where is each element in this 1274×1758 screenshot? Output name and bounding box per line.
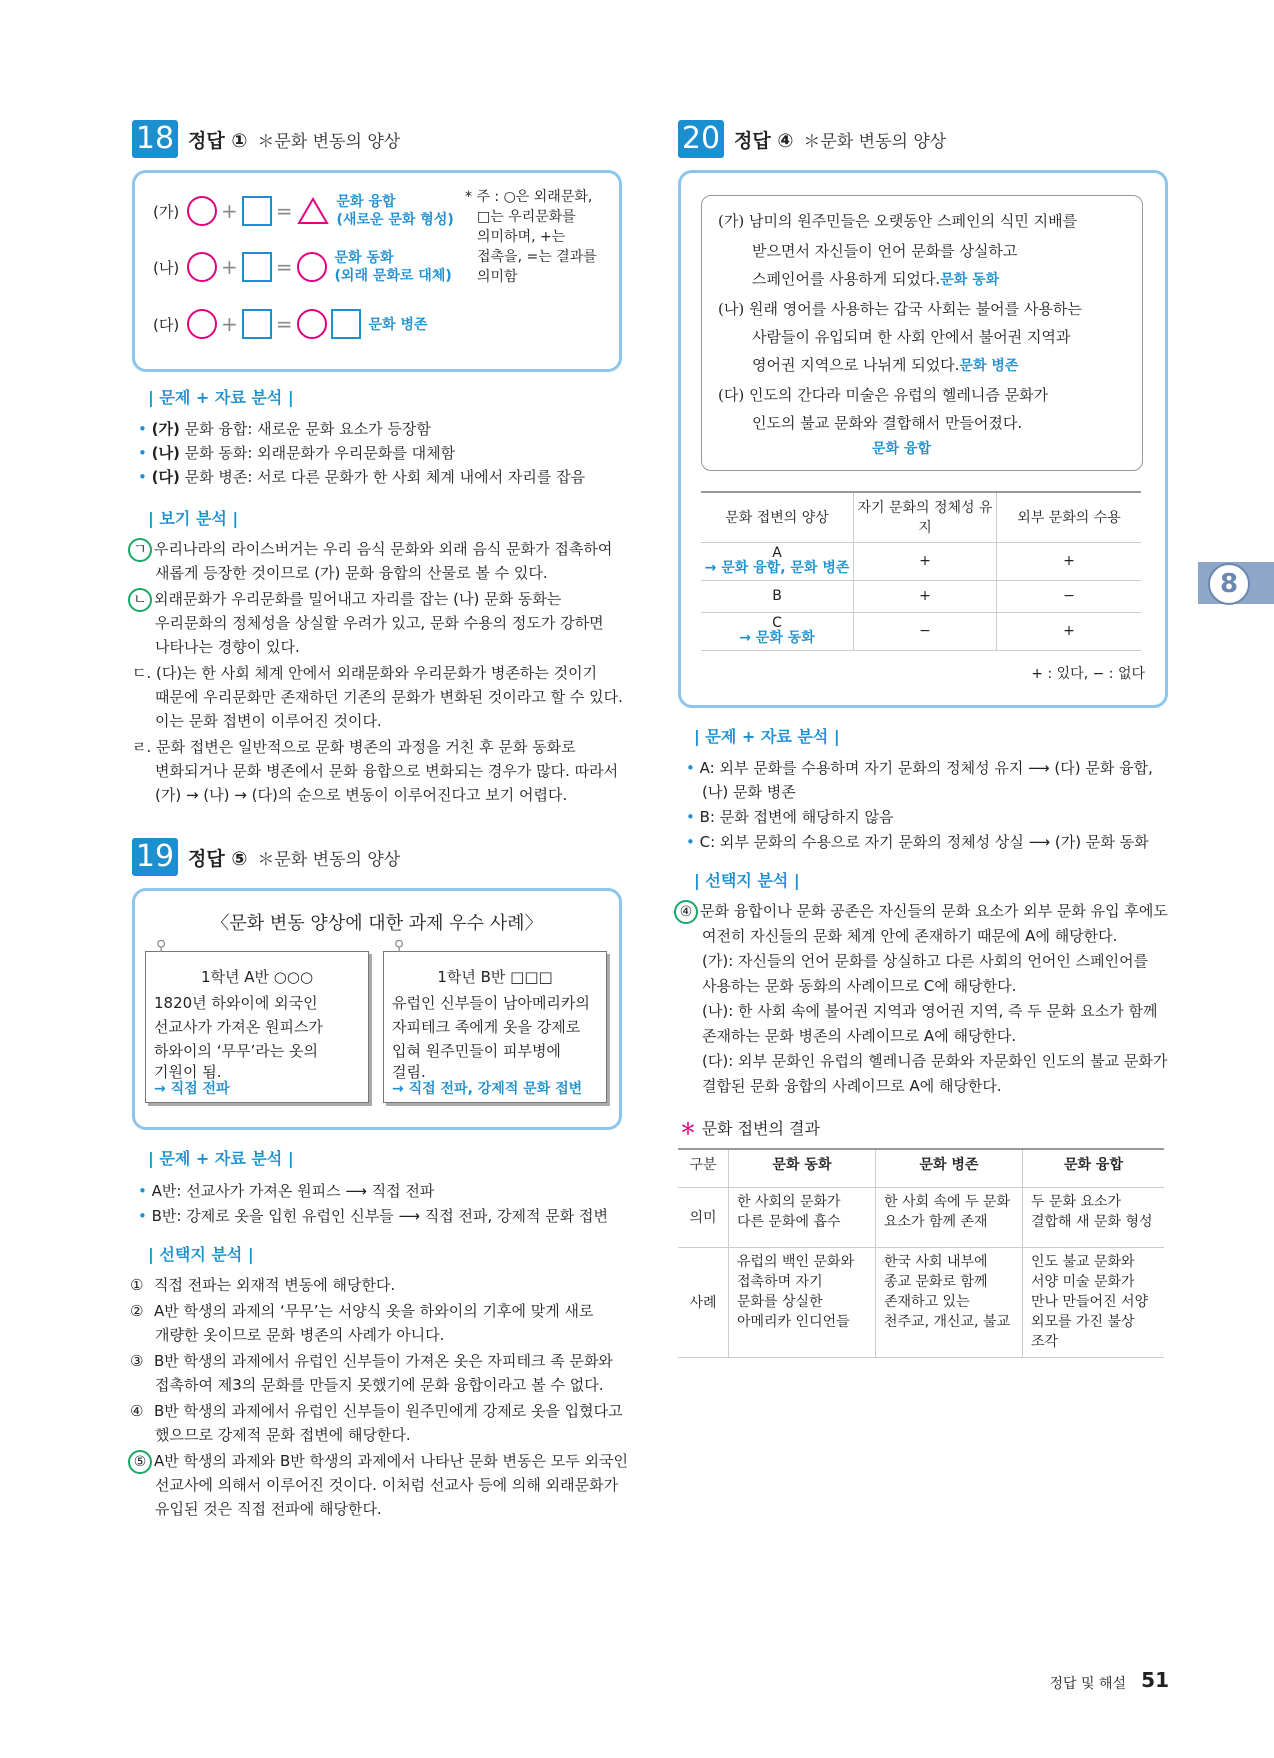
note-line: 하와이의 ‘무무’라는 옷의 bbox=[154, 1042, 318, 1060]
choice-line: 사용하는 문화 동화의 사례이므로 C에 해당한다. bbox=[702, 977, 1017, 995]
note-line: 걸림. bbox=[392, 1063, 426, 1081]
q18-view-title: | 보기 분석 | bbox=[148, 509, 239, 528]
choice-item: ④ 문화 융합이나 문화 공존은 자신들의 문화 요소가 외부 문화 유입 후에도 bbox=[674, 900, 1168, 924]
note-line: 기원이 됨. bbox=[154, 1063, 222, 1081]
q19-number: 19 bbox=[132, 838, 178, 876]
row-label: (가) bbox=[153, 202, 180, 221]
choice-item: ① 직접 전파는 외재적 변동에 해당한다. bbox=[130, 1276, 396, 1294]
pin-icon: ⚲ bbox=[156, 938, 167, 954]
note-line: 선교사가 가져온 원피스가 bbox=[154, 1018, 323, 1036]
note-line: 의미함 bbox=[477, 269, 518, 285]
note-line: 1820년 하와이에 외국인 bbox=[154, 994, 318, 1012]
table-row: B + − bbox=[701, 580, 1141, 612]
note-title: 1학년 B반 □□□ bbox=[437, 968, 553, 986]
note-line: 의미하며, +는 bbox=[477, 229, 566, 245]
row-result-sub: (새로운 문화 형성) bbox=[336, 212, 454, 228]
q18-diagram-box bbox=[132, 170, 622, 372]
table-header: 문화 병존 bbox=[876, 1149, 1023, 1187]
q20-number: 20 bbox=[678, 120, 724, 158]
q20-analysis-item: • C: 외부 문화의 수용으로 자기 문화의 정체성 상실 ⟶ (가) 문화 동화 bbox=[686, 833, 1149, 851]
q18-tag: ＊문화 변동의 양상 bbox=[257, 131, 401, 152]
table-header: 문화 융합 bbox=[1023, 1149, 1165, 1187]
choice-line: (다): 외부 문화인 유럽의 헬레니즘 문화와 자문화인 인도의 불교 문화가 bbox=[702, 1052, 1168, 1070]
choice-line: 선교사에 의해서 이루어진 것이다. 이처럼 선교사 등에 의해 외래문화가 bbox=[155, 1476, 619, 1494]
row-label: (나) bbox=[153, 258, 180, 277]
q18-row-ga: (가) + = 문화 융합 (새로운 문화 형성) bbox=[153, 194, 454, 228]
choice-item: ④ B반 학생의 과제에서 유럽인 신부들이 원주민에게 강제로 옷을 입혔다고 bbox=[130, 1402, 623, 1420]
choice-line: 존재하는 문화 병존의 사례이므로 A에 해당한다. bbox=[702, 1027, 1017, 1045]
table-legend: + : 있다, − : 없다 bbox=[1031, 666, 1145, 682]
passage-line: (가) 남미의 원주민들은 오랫동안 스페인의 식민 지배를 bbox=[718, 212, 1078, 230]
view-item: ㄱ 우리나라의 라이스버거는 우리 음식 문화와 외래 음식 문화가 접촉하여 bbox=[128, 538, 612, 562]
q20-passage bbox=[701, 195, 1143, 471]
choice-line: (나): 한 사회 속에 불어권 지역과 영어권 지역, 즉 두 문화 요소가 함께 bbox=[702, 1002, 1158, 1020]
circle-shape-icon bbox=[187, 196, 217, 226]
note-line: 접촉을, =는 결과를 bbox=[477, 249, 597, 265]
choice-line: 개량한 옷이므로 문화 병존의 사례가 아니다. bbox=[155, 1326, 445, 1344]
square-shape-icon bbox=[331, 309, 361, 339]
note-tag: → 직접 전파, 강제적 문화 접변 bbox=[392, 1081, 583, 1097]
q18-analysis-item: • (나) 문화 동화: 외래문화가 우리문화를 대체함 bbox=[138, 444, 456, 462]
choice-line: 했으므로 강제적 문화 접변에 해당한다. bbox=[155, 1426, 411, 1444]
q18-note bbox=[465, 187, 597, 287]
q20-analysis-line: (나) 문화 병존 bbox=[702, 783, 796, 801]
table-row: 의미 한 사회의 문화가 다른 문화에 흡수 한 사회 속에 두 문화 요소가 함께 존재 두 문화 요소가 결합해 새 문화 형성 bbox=[678, 1187, 1164, 1247]
row-result: 문화 병존 bbox=[368, 317, 428, 333]
row-result: 문화 융합 bbox=[336, 194, 396, 210]
view-line: 나타나는 경향이 있다. bbox=[155, 638, 300, 656]
circle-shape-icon bbox=[187, 252, 217, 282]
chapter-tab bbox=[1198, 562, 1274, 604]
note-title: 1학년 A반 ○○○ bbox=[200, 968, 314, 986]
passage-line: 사람들이 유입되며 한 사회 안에서 불어권 지역과 bbox=[752, 328, 1071, 346]
pin-icon: ⚲ bbox=[394, 938, 405, 954]
q19-choice-title: | 선택지 분석 | bbox=[148, 1245, 254, 1264]
passage-line: 영어권 지역으로 나뉘게 되었다.문화 병존 bbox=[752, 356, 1019, 374]
q19-box bbox=[132, 888, 622, 1130]
choice-item: ② A반 학생의 과제의 ‘무무’는 서양식 옷을 하와이의 기후에 맞게 새로 bbox=[130, 1302, 594, 1320]
square-shape-icon bbox=[242, 309, 272, 339]
view-line: 이는 문화 접변이 이루어진 것이다. bbox=[155, 712, 382, 730]
choice-line: 접촉하여 제3의 문화를 만들지 못했기에 문화 융합이라고 볼 수 없다. bbox=[155, 1376, 604, 1394]
note-line: 자피테크 족에게 옷을 강제로 bbox=[392, 1018, 581, 1036]
passage-line: (나) 원래 영어를 사용하는 갑국 사회는 불어를 사용하는 bbox=[718, 300, 1082, 318]
row-result: 문화 동화 bbox=[334, 250, 394, 266]
passage-line: 받으면서 자신들이 언어 문화를 상실하고 bbox=[752, 242, 1018, 260]
q20-choice-title: | 선택지 분석 | bbox=[694, 871, 800, 890]
view-line: 변화되거나 문화 병존에서 문화 융합으로 변화되는 경우가 많다. 따라서 bbox=[155, 762, 619, 780]
table-header: 외부 문화의 수용 bbox=[997, 492, 1142, 542]
q19-tag: ＊문화 변동의 양상 bbox=[257, 849, 401, 870]
choice-item: ⑤ A반 학생의 과제와 B반 학생의 과제에서 나타난 문화 변동은 모두 외국인 bbox=[128, 1450, 628, 1474]
view-item: ㄷ. (다)는 한 사회 체계 안에서 외래문화와 우리문화가 병존하는 것이기 bbox=[132, 664, 598, 682]
choice-line: 여전히 자신들의 문화 체계 안에 존재하기 때문에 A에 해당한다. bbox=[702, 927, 1118, 945]
page-number: 51 bbox=[1141, 1668, 1169, 1692]
view-line: 때문에 우리문화만 존재하던 기존의 문화가 변화된 것이라고 할 수 있다. bbox=[155, 688, 623, 706]
q20-analysis-title: | 문제 + 자료 분석 | bbox=[694, 727, 840, 746]
q18-header bbox=[132, 120, 400, 158]
row-label: (다) bbox=[153, 315, 180, 334]
row-result-sub: (외래 문화로 대체) bbox=[334, 268, 452, 284]
view-item: ㄴ 외래문화가 우리문화를 밀어내고 자리를 잡는 (나) 문화 동화는 bbox=[128, 588, 561, 612]
note-card-b bbox=[383, 938, 607, 1103]
q20-analysis-item: • B: 문화 접변에 해당하지 않음 bbox=[686, 808, 894, 826]
choice-item: ③ B반 학생의 과제에서 유럽인 신부들이 가져온 옷은 자피테크 족 문화와 bbox=[130, 1352, 613, 1370]
circle-shape-icon bbox=[297, 309, 327, 339]
view-line: 새롭게 등장한 것이므로 (가) 문화 융합의 산물로 볼 수 있다. bbox=[155, 564, 548, 582]
q19-box-title: 〈문화 변동 양상에 대한 과제 우수 사례〉 bbox=[211, 913, 543, 934]
choice-line: 유입된 것은 직접 전파에 해당한다. bbox=[155, 1500, 382, 1518]
passage-line: (다) 인도의 간다라 미술은 유럽의 헬레니즘 문화가 bbox=[718, 386, 1049, 404]
note-card-a bbox=[145, 938, 369, 1103]
q20-tag: ＊문화 변동의 양상 bbox=[803, 131, 947, 152]
q20-table bbox=[701, 491, 1141, 651]
q19-answer: 정답 ⑤ bbox=[188, 847, 248, 870]
view-line: (가) → (나) → (다)의 순으로 변동이 이루어진다고 보기 어렵다. bbox=[155, 786, 568, 804]
q18-answer: 정답 ① bbox=[188, 129, 248, 152]
q18-number: 18 bbox=[132, 120, 178, 158]
q20-box bbox=[678, 170, 1168, 708]
table-header: 문화 접변의 양상 bbox=[701, 492, 854, 542]
note-line: * 주 : ○은 외래문화, bbox=[465, 189, 593, 205]
circle-shape-icon bbox=[297, 252, 327, 282]
note-tag: → 직접 전파 bbox=[154, 1081, 230, 1097]
passage-tag: 문화 융합 bbox=[872, 441, 931, 457]
chapter-number: 8 bbox=[1208, 563, 1250, 605]
passage-line: 스페인어를 사용하게 되었다.문화 동화 bbox=[752, 270, 1000, 288]
choice-line: 결합된 문화 융합의 사례이므로 A에 해당한다. bbox=[702, 1077, 1002, 1095]
footer-title: 정답 및 해설 bbox=[1049, 1676, 1126, 1692]
q18-row-da: (다) + = 문화 병존 bbox=[153, 309, 428, 339]
triangle-shape-icon bbox=[297, 197, 329, 225]
circle-shape-icon bbox=[187, 309, 217, 339]
view-line: 우리문화의 정체성을 상실할 우려가 있고, 문화 수용의 정도가 강하면 bbox=[155, 614, 604, 632]
q20-analysis-item: • A: 외부 문화를 수용하며 자기 문화의 정체성 유지 ⟶ (다) 문화 융합, bbox=[686, 759, 1153, 777]
passage-line: 인도의 불교 문화와 결합해서 만들어졌다. bbox=[752, 414, 1023, 432]
q18-analysis-title: | 문제 + 자료 분석 | bbox=[148, 388, 294, 407]
table-header: 구분 bbox=[678, 1149, 729, 1187]
note-line: 입혀 원주민들이 피부병에 bbox=[392, 1042, 561, 1060]
table-row: A → 문화 융합, 문화 병존 + + bbox=[701, 542, 1141, 580]
q19-analysis-item: • A반: 선교사가 가져온 원피스 ⟶ 직접 전파 bbox=[138, 1182, 435, 1200]
note-line: 유럽인 신부들이 남아메리카의 bbox=[392, 994, 590, 1012]
q19-header bbox=[132, 838, 400, 876]
view-item: ㄹ. 문화 접변은 일반적으로 문화 병존의 과정을 거친 후 문화 동화로 bbox=[132, 738, 576, 756]
q18-analysis-item: • (다) 문화 병존: 서로 다른 문화가 한 사회 체계 내에서 자리를 잡음 bbox=[138, 468, 586, 486]
table-header: 문화 동화 bbox=[729, 1149, 876, 1187]
square-shape-icon bbox=[242, 252, 272, 282]
q20-result-table bbox=[678, 1148, 1164, 1358]
q20-result-title: ＊ 문화 접변의 결과 bbox=[680, 1119, 820, 1138]
square-shape-icon bbox=[242, 196, 272, 226]
table-header: 자기 문화의 정체성 유지 bbox=[854, 492, 997, 542]
q19-analysis-item: • B반: 강제로 옷을 입힌 유럽인 신부들 ⟶ 직접 전파, 강제적 문화 접변 bbox=[138, 1207, 608, 1225]
q19-analysis-title: | 문제 + 자료 분석 | bbox=[148, 1149, 294, 1168]
table-row: C → 문화 동화 − + bbox=[701, 612, 1141, 650]
choice-line: (가): 자신들의 언어 문화를 상실하고 다른 사회의 언어인 스페인어를 bbox=[702, 952, 1149, 970]
q20-header bbox=[678, 120, 946, 158]
note-line: □는 우리문화를 bbox=[477, 209, 576, 225]
q18-analysis-item: • (가) 문화 융합: 새로운 문화 요소가 등장함 bbox=[138, 420, 431, 438]
table-row: 사례 유럽의 백인 문화와 접촉하며 자기 문화를 상실한 아메리카 인디언들 한국 사회 내부에 종교 문화로 함께 존재하고 있는 천주교, 개신교, 불교 인도 불교 문화와 서양 미술 문화가 만나 만들어진 서양 외모를 가진 불상 조각 bbox=[678, 1247, 1164, 1357]
q18-row-na: (나) + = 문화 동화 (외래 문화로 대체) bbox=[153, 250, 452, 284]
q20-answer: 정답 ④ bbox=[734, 129, 794, 152]
